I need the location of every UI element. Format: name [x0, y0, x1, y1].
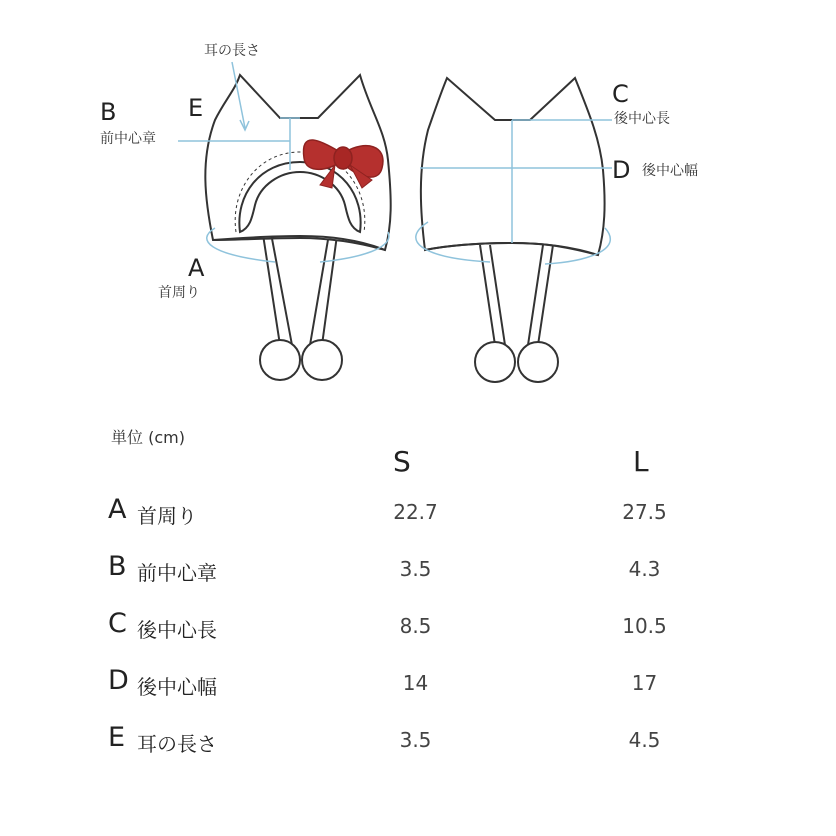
bow-knot [334, 147, 352, 169]
column-header-s: S [393, 445, 411, 478]
label-e-letter: E [188, 94, 204, 122]
back-pompom-left [475, 342, 515, 382]
front-left-cord [262, 228, 292, 345]
table-row [0, 665, 836, 705]
label-c-name: 後中心長 [614, 111, 670, 127]
row-value-s: 8.5 [399, 614, 432, 638]
row-value-s: 3.5 [399, 557, 432, 581]
front-hat [205, 75, 390, 380]
row-value-l: 10.5 [622, 614, 667, 638]
row-value-l: 27.5 [622, 500, 667, 524]
column-header-l: L [633, 445, 649, 478]
row-value-l: 4.5 [628, 728, 661, 752]
row-letter: C [108, 608, 127, 639]
row-value-s: 14 [402, 671, 429, 695]
front-pompom-left [260, 340, 300, 380]
table-row [0, 551, 836, 591]
front-right-cord [310, 228, 338, 345]
label-d-letter: D [612, 156, 631, 184]
back-left-cord [480, 245, 505, 345]
row-name: 首周り [137, 504, 197, 528]
back-pompom-right [518, 342, 558, 382]
row-name: 後中心長 [137, 618, 217, 642]
table-row [0, 722, 836, 762]
row-letter: A [108, 494, 127, 525]
label-d-name: 後中心幅 [642, 163, 698, 179]
hat-diagram [0, 0, 836, 400]
label-a-letter: A [188, 254, 205, 282]
table-row [0, 608, 836, 648]
back-right-cord [528, 245, 553, 345]
label-ear-length: 耳の長さ [204, 43, 260, 59]
row-value-s: 22.7 [393, 500, 438, 524]
label-b-letter: B [100, 98, 117, 126]
row-value-s: 3.5 [399, 728, 432, 752]
row-value-l: 17 [631, 671, 658, 695]
label-b-name: 前中心章 [100, 131, 156, 147]
hat-illustration [0, 0, 836, 400]
row-name: 耳の長さ [137, 732, 217, 756]
front-pompom-right [302, 340, 342, 380]
row-letter: B [108, 551, 127, 582]
label-c-letter: C [612, 80, 629, 108]
row-letter: E [108, 722, 126, 753]
unit-label: 単位 (cm) [111, 428, 185, 447]
row-letter: D [108, 665, 129, 696]
table-row [0, 494, 836, 534]
row-value-l: 4.3 [628, 557, 661, 581]
label-a-name: 首周り [158, 285, 200, 301]
row-name: 前中心章 [137, 561, 217, 585]
row-name: 後中心幅 [137, 675, 217, 699]
